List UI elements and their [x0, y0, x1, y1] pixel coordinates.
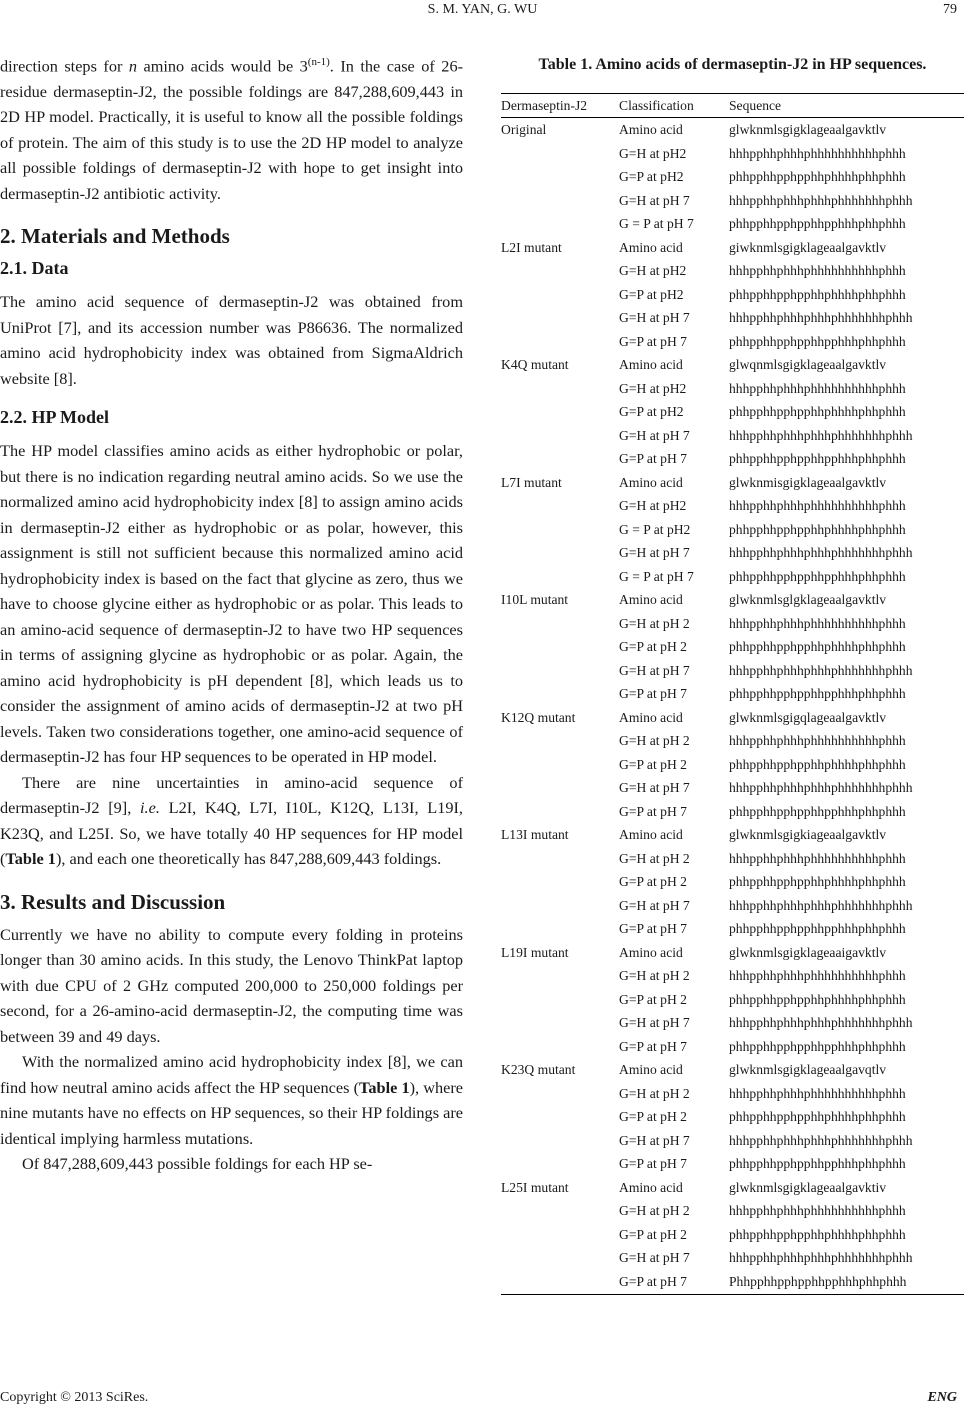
intro-var-n: n [128, 56, 138, 76]
table-row [501, 518, 964, 542]
row-variant [501, 612, 619, 636]
table-row [501, 424, 964, 448]
intro-exponent: (n-1) [307, 56, 330, 68]
table-row [501, 1059, 964, 1083]
table-row [501, 166, 964, 190]
row-sequence: hhhpphhphhhphhhphhhhhhhphhh [729, 545, 913, 561]
table-row [501, 471, 964, 495]
row-sequence: phhpphhpphpphhphhhhphhphhh [729, 991, 906, 1007]
row-classification: G=H at pH 2 [619, 615, 690, 631]
table-row [501, 1223, 964, 1247]
table-header-row [501, 94, 964, 118]
row-sequence: hhhpphhphhhphhhhhhhhhhphhh [729, 1085, 906, 1101]
table-row [501, 1082, 964, 1106]
row-variant: I10L mutant [501, 592, 569, 608]
table-row [501, 1106, 964, 1130]
table-row [501, 589, 964, 613]
row-classification: G=H at pH 2 [619, 850, 690, 866]
table-body [501, 118, 964, 1295]
row-sequence: hhhpphhphhhphhhphhhhhhhphhh [729, 780, 913, 796]
row-variant [501, 1129, 619, 1153]
row-variant [501, 283, 619, 307]
row-variant [501, 518, 619, 542]
row-classification: G=H at pH2 [619, 263, 687, 279]
data-paragraph: The amino acid sequence of dermaseptin-J2 was obtained from UniProt [7], and its accession number was P86636. The normalized amino acid hydrophobicity index was obtained from SigmaAldrich website [8]. [0, 292, 463, 388]
row-classification: Amino acid [619, 709, 683, 725]
row-classification: G=H at pH2 [619, 380, 687, 396]
table-row [501, 659, 964, 683]
row-sequence: hhhpphhphhhphhhhhhhhhhphhh [729, 145, 906, 161]
row-variant: K4Q mutant [501, 357, 569, 373]
row-sequence: phhpphhpphpphhpphhhphhphhh [729, 568, 906, 584]
table-row [501, 636, 964, 660]
page-number: 79 [943, 2, 957, 17]
row-classification: G=P at pH2 [619, 404, 684, 420]
row-variant [501, 847, 619, 871]
row-classification: G=P at pH 7 [619, 1038, 687, 1054]
row-variant [501, 213, 619, 237]
table-row [501, 307, 964, 331]
row-variant [501, 166, 619, 190]
row-sequence: phhpphhpphpphhphhhhphhphhh [729, 404, 906, 420]
row-classification: G=H at pH 7 [619, 897, 690, 913]
uncertainties-paragraph [0, 770, 463, 872]
row-classification: G = P at pH 7 [619, 216, 694, 232]
row-variant [501, 565, 619, 589]
table-row [501, 683, 964, 707]
row-sequence: phhpphhpphpphhpphhhphhphhh [729, 921, 906, 937]
row-sequence: phhpphhpphpphhphhhhphhphhh [729, 169, 906, 185]
intro-text-a: direction steps for [0, 56, 129, 76]
table-row [501, 565, 964, 589]
table-row [501, 1176, 964, 1200]
table-row [501, 824, 964, 848]
row-classification: G=P at pH2 [619, 169, 684, 185]
right-column [501, 54, 964, 1295]
row-variant [501, 988, 619, 1012]
table-row [501, 401, 964, 425]
row-variant [501, 1270, 619, 1294]
row-sequence: phhpphhpphpphhpphhhphhphhh [729, 451, 906, 467]
row-sequence: hhhpphhphhhphhhhhhhhhhphhh [729, 263, 906, 279]
row-classification: Amino acid [619, 1062, 683, 1078]
results-paragraph-3: Of 847,288,609,443 possible foldings for each HP se- [22, 1154, 373, 1174]
row-sequence: hhhpphhphhhphhhhhhhhhhphhh [729, 498, 906, 514]
row-sequence: glwknmisgigklageaalgavktlv [729, 474, 887, 490]
table-row [501, 118, 964, 143]
row-sequence: hhhpphhphhhphhhphhhhhhhphhh [729, 427, 913, 443]
table-row [501, 542, 964, 566]
row-classification: G=P at pH 2 [619, 1226, 687, 1242]
row-sequence: phhpphhpphpphhpphhhphhphhh [729, 803, 906, 819]
row-variant [501, 800, 619, 824]
row-sequence: phhpphhpphpphhphhhhphhphhh [729, 1109, 906, 1125]
row-variant [501, 260, 619, 284]
row-classification: Amino acid [619, 1179, 683, 1195]
hp-sequence-table [501, 93, 964, 1295]
row-classification: G=H at pH 7 [619, 780, 690, 796]
row-classification: G = P at pH 7 [619, 568, 694, 584]
header-dermaseptin: Dermaseptin-J2 [501, 94, 619, 118]
heading-data: 2.1. Data [0, 258, 69, 279]
row-variant [501, 753, 619, 777]
table-row [501, 377, 964, 401]
row-sequence: hhhpphhphhhphhhphhhhhhhphhh [729, 192, 913, 208]
table-row [501, 612, 964, 636]
hp-model-paragraph: The HP model classifies amino acids as either hydrophobic or polar, but there is no indication regarding neutral amino acids. So we use the normalized amino acid hydrophobicity index [8] to assign amino acids in dermaseptin-J2 either as hydrophobic or as polar, however, this assignment is still not sufficient because this normalized amino acid hydrophobicity index is based on the fact that glycine as zero, thus we have to choose glycine either as hydrophobic or as polar. This leads to an amino-acid sequence of dermaseptin-J2 to have two HP sequences in terms of assigning glycine as hydrophobic or as polar. Again, the amino acid hydrophobicity is pH dependent [8], which leads us to consider the assignment of amino acids of dermaseptin-J2 at two pH levels. Taken two considerations together, one amino-acid sequence of dermaseptin-J2 has four HP sequences to be operated in HP model. [0, 441, 463, 767]
row-variant: L25I mutant [501, 1179, 569, 1195]
row-classification: G=P at pH 7 [619, 1270, 729, 1294]
table-row [501, 236, 964, 260]
results-paragraph-2 [0, 1049, 463, 1151]
row-classification: G=P at pH 7 [619, 1156, 687, 1172]
copyright: Copyright © 2013 SciRes. [0, 1390, 149, 1405]
row-variant: L13I mutant [501, 827, 569, 843]
row-sequence: phhpphhpphpphhpphhhphhphhh [729, 1038, 906, 1054]
results-paragraph-1: Currently we have no ability to compute every folding in proteins longer than 30 amino acids. In this study, the Lenovo ThinkPat laptop with due CPU of 2 GHz computed 200,000 to 250,000 foldings per second, for a 26-amino-acid dermaseptin-J2, the computing time was between 39 and 49 days. [0, 924, 463, 1046]
row-variant [501, 307, 619, 331]
heading-results: 3. Results and Discussion [0, 889, 226, 914]
row-classification: G=H at pH 2 [619, 968, 690, 984]
page-header [0, 2, 965, 22]
unc-text-c: ), and each one theoretically has 847,288,609,443 foldings. [55, 849, 442, 869]
row-sequence: phhpphhpphpphhphhhhphhphhh [729, 521, 906, 537]
row-variant [501, 1035, 619, 1059]
table-row [501, 871, 964, 895]
table-row [501, 1129, 964, 1153]
row-sequence: glwknmlsgigklageaalgavktiv [729, 1179, 887, 1195]
table-row [501, 354, 964, 378]
row-sequence: phhpphhpphpphhpphhhphhphhh [729, 1156, 906, 1172]
row-sequence: hhhpphhphhhphhhphhhhhhhphhh [729, 897, 913, 913]
table-row [501, 142, 964, 166]
row-classification: Amino acid [619, 944, 683, 960]
res2-table-ref: Table 1 [359, 1077, 410, 1097]
row-variant: K23Q mutant [501, 1062, 576, 1078]
table-caption: Table 1. Amino acids of dermaseptin-J2 in HP sequences. [538, 56, 927, 73]
row-sequence: phhpphhpphpphhphhhhphhphhh [729, 286, 906, 302]
running-authors: S. M. YAN, G. WU [427, 2, 538, 17]
unc-table-ref: Table 1 [5, 849, 56, 869]
row-classification: G=P at pH 2 [619, 874, 687, 890]
left-column [0, 50, 463, 1177]
row-classification: G=P at pH 7 [619, 686, 687, 702]
row-variant: Original [501, 122, 547, 137]
row-variant: L7I mutant [501, 474, 562, 490]
row-classification: Amino acid [619, 592, 683, 608]
row-variant [501, 1106, 619, 1130]
row-variant [501, 636, 619, 660]
res2-text-b: ), where nine mutants have no effects on HP sequences, so their HP foldings are identical implying harmless mutations. [0, 1077, 463, 1148]
row-sequence: glwknmlsgigklageaalgavktlv [729, 122, 887, 137]
row-classification: G=P at pH 7 [619, 803, 687, 819]
table-row [501, 189, 964, 213]
row-classification: G=H at pH2 [619, 498, 687, 514]
table-row [501, 283, 964, 307]
table-row [501, 965, 964, 989]
row-sequence: glwknmlsgigklageaalgavqtlv [729, 1062, 887, 1078]
row-sequence: hhhpphhphhhphhhphhhhhhhphhh [729, 1132, 913, 1148]
intro-text-b: amino acids would be 3 [137, 56, 308, 76]
row-classification: G=H at pH 7 [619, 427, 690, 443]
journal-abbrev: ENG [927, 1390, 957, 1405]
row-sequence: phhpphhpphpphhpphhhphhphhh [729, 333, 906, 349]
row-classification: Amino acid [619, 474, 683, 490]
table-row [501, 706, 964, 730]
row-variant [501, 1153, 619, 1177]
row-classification: G=H at pH 7 [619, 1132, 690, 1148]
row-classification: Amino acid [619, 827, 683, 843]
table-row [501, 1200, 964, 1224]
intro-text-c: . In the case of 26-residue dermaseptin-J2, the possible foldings are 847,288,609,443 in 2D HP model. Practically, it is useful to know all the possible foldings of protein. The aim of this study is to use the 2D HP model to analyze all possible foldings of dermaseptin-J2 with hope to get insight into dermaseptin-J2 antibiotic activity. [0, 56, 464, 203]
heading-methods: 2. Materials and Methods [0, 224, 230, 249]
table-row [501, 847, 964, 871]
header-classification: Classification [619, 94, 729, 118]
row-classification: Amino acid [619, 122, 683, 137]
row-classification: G=P at pH 7 [619, 333, 687, 349]
row-classification: G=H at pH 7 [619, 1015, 690, 1031]
row-sequence: phhpphhpphpphhphhhhphhphhh [729, 874, 906, 890]
row-sequence: phhpphhpphpphhphhhhphhphhh [729, 756, 906, 772]
table-row [501, 330, 964, 354]
row-sequence: phhpphhpphpphhphhhhphhphhh [729, 639, 906, 655]
row-classification: G=P at pH 2 [619, 991, 687, 1007]
row-classification: Amino acid [619, 357, 683, 373]
header-sequence: Sequence [729, 94, 964, 118]
row-sequence: hhhpphhphhhphhhhhhhhhhphhh [729, 850, 906, 866]
row-variant [501, 1012, 619, 1036]
row-classification: G=H at pH 7 [619, 310, 690, 326]
row-variant [501, 1247, 619, 1271]
row-sequence: phhpphhpphpphhpphhhphhphhh [729, 686, 906, 702]
row-sequence: glwknmlsgigqlageaalgavktlv [729, 709, 887, 725]
row-variant [501, 1082, 619, 1106]
table-row [501, 988, 964, 1012]
row-sequence: phhpphhpphpphhphhhhphhphhh [729, 1226, 906, 1242]
row-variant [501, 965, 619, 989]
row-sequence: glwknmlsgigklageaaigavktlv [729, 944, 887, 960]
row-sequence: Phhpphhpphpphhpphhhphhphhh [729, 1270, 964, 1294]
row-variant [501, 683, 619, 707]
row-classification: G=H at pH 7 [619, 662, 690, 678]
row-classification: G=P at pH 7 [619, 451, 687, 467]
row-sequence: hhhpphhphhhphhhhhhhhhhphhh [729, 733, 906, 749]
row-classification: G=P at pH 2 [619, 1109, 687, 1125]
row-variant [501, 142, 619, 166]
row-sequence: glwqnmlsgigklageaalgavktlv [729, 357, 887, 373]
row-variant [501, 424, 619, 448]
row-classification: G = P at pH2 [619, 521, 691, 537]
row-sequence: hhhpphhphhhphhhhhhhhhhphhh [729, 1203, 906, 1219]
row-sequence: hhhpphhphhhphhhhhhhhhhphhh [729, 615, 906, 631]
row-variant [501, 448, 619, 472]
table-row [501, 448, 964, 472]
row-variant [501, 330, 619, 354]
row-variant [501, 377, 619, 401]
table-row [501, 213, 964, 237]
row-variant [501, 495, 619, 519]
row-sequence: phhpphhpphpphhpphhhphhphhh [729, 216, 906, 232]
row-variant [501, 1223, 619, 1247]
row-sequence: hhhpphhphhhphhhphhhhhhhphhh [729, 1015, 913, 1031]
row-variant: L19I mutant [501, 944, 569, 960]
row-variant [501, 542, 619, 566]
row-classification: G=P at pH2 [619, 286, 684, 302]
table-row [501, 800, 964, 824]
row-variant [501, 189, 619, 213]
intro-paragraph [0, 50, 463, 206]
row-classification: G=H at pH 7 [619, 192, 690, 208]
row-variant [501, 659, 619, 683]
row-classification: Amino acid [619, 239, 683, 255]
unc-text-a: There are nine uncertainties in amino-acid sequence of dermaseptin-J2 [9], [0, 772, 463, 818]
table-row [501, 753, 964, 777]
row-sequence: hhhpphhphhhphhhhhhhhhhphhh [729, 380, 906, 396]
row-variant [501, 401, 619, 425]
row-classification: G=P at pH 2 [619, 756, 687, 772]
table-row [501, 1153, 964, 1177]
table-row [501, 730, 964, 754]
row-variant [501, 777, 619, 801]
row-sequence: giwknmlsgigklageaalgavktlv [729, 239, 887, 255]
row-variant [501, 871, 619, 895]
row-classification: G=H at pH 7 [619, 545, 690, 561]
row-sequence: hhhpphhphhhphhhphhhhhhhphhh [729, 662, 913, 678]
table-row [501, 941, 964, 965]
row-classification: G=H at pH 2 [619, 1085, 690, 1101]
table-row [501, 1035, 964, 1059]
res2-text-a: With the normalized amino acid hydrophobicity index [8], we can find how neutral amino acids affect the HP sequences ( [0, 1052, 463, 1097]
row-classification: G=H at pH2 [619, 145, 687, 161]
row-classification: G=P at pH 7 [619, 921, 687, 937]
row-sequence: glwknmlsglgklageaalgavktlv [729, 592, 887, 608]
table-row [501, 1012, 964, 1036]
row-sequence: hhhpphhphhhphhhhhhhhhhphhh [729, 968, 906, 984]
row-classification: G=H at pH 2 [619, 1203, 690, 1219]
table-row [501, 918, 964, 942]
row-variant [501, 894, 619, 918]
unc-ie: i.e. [140, 798, 160, 818]
row-variant [501, 730, 619, 754]
table-row [501, 260, 964, 284]
unc-text-b: L2I, K4Q, L7I, I10L, K12Q, L13I, L19I, K23Q, and L25I. So, we have totally 40 HP sequences for HP model ( [0, 798, 463, 869]
row-variant: K12Q mutant [501, 709, 576, 725]
table-row [501, 495, 964, 519]
row-classification: G=P at pH 2 [619, 639, 687, 655]
table-row [501, 894, 964, 918]
row-variant [501, 1200, 619, 1224]
row-sequence: hhhpphhphhhphhhphhhhhhhphhh [729, 310, 913, 326]
row-variant: L2I mutant [501, 239, 562, 255]
row-classification: G=H at pH 7 [619, 1250, 690, 1266]
table-row [501, 1270, 964, 1294]
heading-hp-model: 2.2. HP Model [0, 407, 109, 428]
row-classification: G=H at pH 2 [619, 733, 690, 749]
table-row [501, 1247, 964, 1271]
table-row [501, 777, 964, 801]
row-sequence: hhhpphhphhhphhhphhhhhhhphhh [729, 1250, 913, 1266]
row-sequence: glwknmlsgigkiageaalgavktlv [729, 827, 887, 843]
row-variant [501, 918, 619, 942]
